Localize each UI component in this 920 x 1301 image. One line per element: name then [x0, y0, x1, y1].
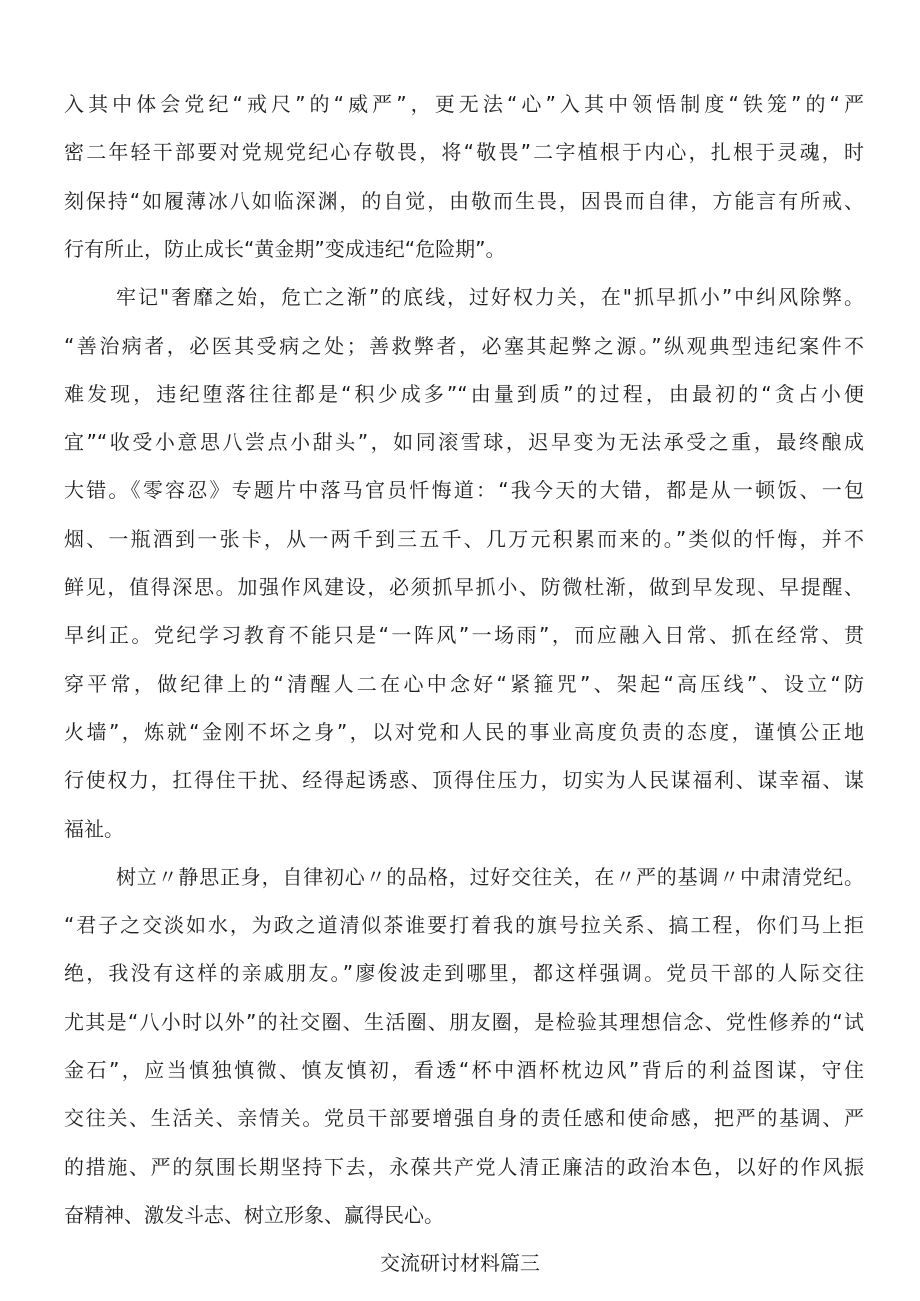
- paragraph-3-line-5: 金石”，应当慎独慎微、慎友慎初，看透“杯中酒杯枕边风”背后的利益图谋，守住: [64, 1058, 864, 1082]
- paragraph-3-line-3: 绝，我没有这样的亲戚朋友。”廖俊波走到哪里，都这样强调。党员干部的人际交往: [64, 961, 864, 985]
- paragraph-2-line-1: 牢记"奢靡之始，危亡之渐”的底线，过好权力关，在"抓早抓小”中纠风除弊。: [116, 285, 864, 309]
- paragraph-2-line-3: 难发现，违纪堕落往往都是“积少成多”“由量到质”的过程，由最初的“贪占小便: [64, 382, 864, 406]
- paragraph-1-line-2: 密二年轻干部要对党规党纪心存敬畏，将“敬畏”二字植根于内心，扎根于灵魂，时: [64, 140, 864, 164]
- paragraph-2-line-6: 烟、一瓶酒到一张卡，从一两千到三五千、几万元积累而来的。”类似的忏悔，并不: [64, 527, 864, 551]
- paragraph-2-line-4: 宜”“收受小意思八尝点小甜头”，如同滚雪球，迟早变为无法承受之重，最终酿成: [64, 430, 864, 454]
- paragraph-1-line-1: 入其中体会党纪“戒尺”的“威严”，更无法“心”入其中领悟制度“铁笼”的“严: [64, 92, 864, 116]
- paragraph-2-line-10: 火墙”，炼就“金刚不坏之身”，以对党和人民的事业高度负责的态度，谨慎公正地: [64, 720, 864, 744]
- paragraph-3-line-1: 树立〃静思正身，自律初心〃的品格，过好交往关，在〃严的基调〃中肃清党纪。: [116, 865, 864, 889]
- paragraph-3-line-7: 的措施、严的氛围长期坚持下去，永葆共产党人清正廉洁的政治本色，以好的作风振: [64, 1155, 864, 1179]
- paragraph-3-line-8: 奋精神、激发斗志、树立形象、赢得民心。: [64, 1203, 444, 1227]
- paragraph-3-line-2: “君子之交淡如水，为政之道清似茶谁要打着我的旗号拉关系、搞工程，你们马上拒: [64, 913, 864, 937]
- section-heading: 交流研讨材料篇三: [380, 1251, 540, 1275]
- paragraph-3-line-6: 交往关、生活关、亲情关。党员干部要增强自身的责任感和使命感，把严的基调、严: [64, 1106, 864, 1130]
- paragraph-2-line-8: 早纠正。党纪学习教育不能只是“一阵风”一场雨”，而应融入日常、抓在经常、贯: [64, 623, 864, 647]
- paragraph-1-line-4: 行有所止，防止成长“黄金期”变成违纪“危险期”。: [64, 237, 506, 261]
- paragraph-2-line-2: “善治病者，必医其受病之处；善救弊者，必塞其起弊之源。”纵观典型违纪案件不: [64, 334, 864, 358]
- paragraph-1-line-3: 刻保持“如履薄冰八如临深渊，的自觉，由敬而生畏，因畏而自律，方能言有所戒、: [64, 189, 864, 213]
- paragraph-2-line-11: 行使权力，扛得住干扰、经得起诱惑、顶得住压力，切实为人民谋福利、谋幸福、谋: [64, 768, 864, 792]
- paragraph-3-line-4: 尤其是“八小时以外”的社交圈、生活圈、朋友圈，是检验其理想信念、党性修养的“试: [64, 1010, 864, 1034]
- paragraph-2-line-12: 福祉。: [64, 817, 124, 841]
- paragraph-2-line-9: 穿平常，做纪律上的“清醒人二在心中念好“紧箍咒”、架起“高压线”、设立“防: [64, 672, 864, 696]
- paragraph-2-line-5: 大错。《零容忍》专题片中落马官员忏悔道：“我今天的大错，都是从一顿饭、一包: [64, 478, 864, 502]
- paragraph-2-line-7: 鲜见，值得深思。加强作风建设，必须抓早抓小、防微杜渐，做到早发现、早提醒、: [64, 575, 864, 599]
